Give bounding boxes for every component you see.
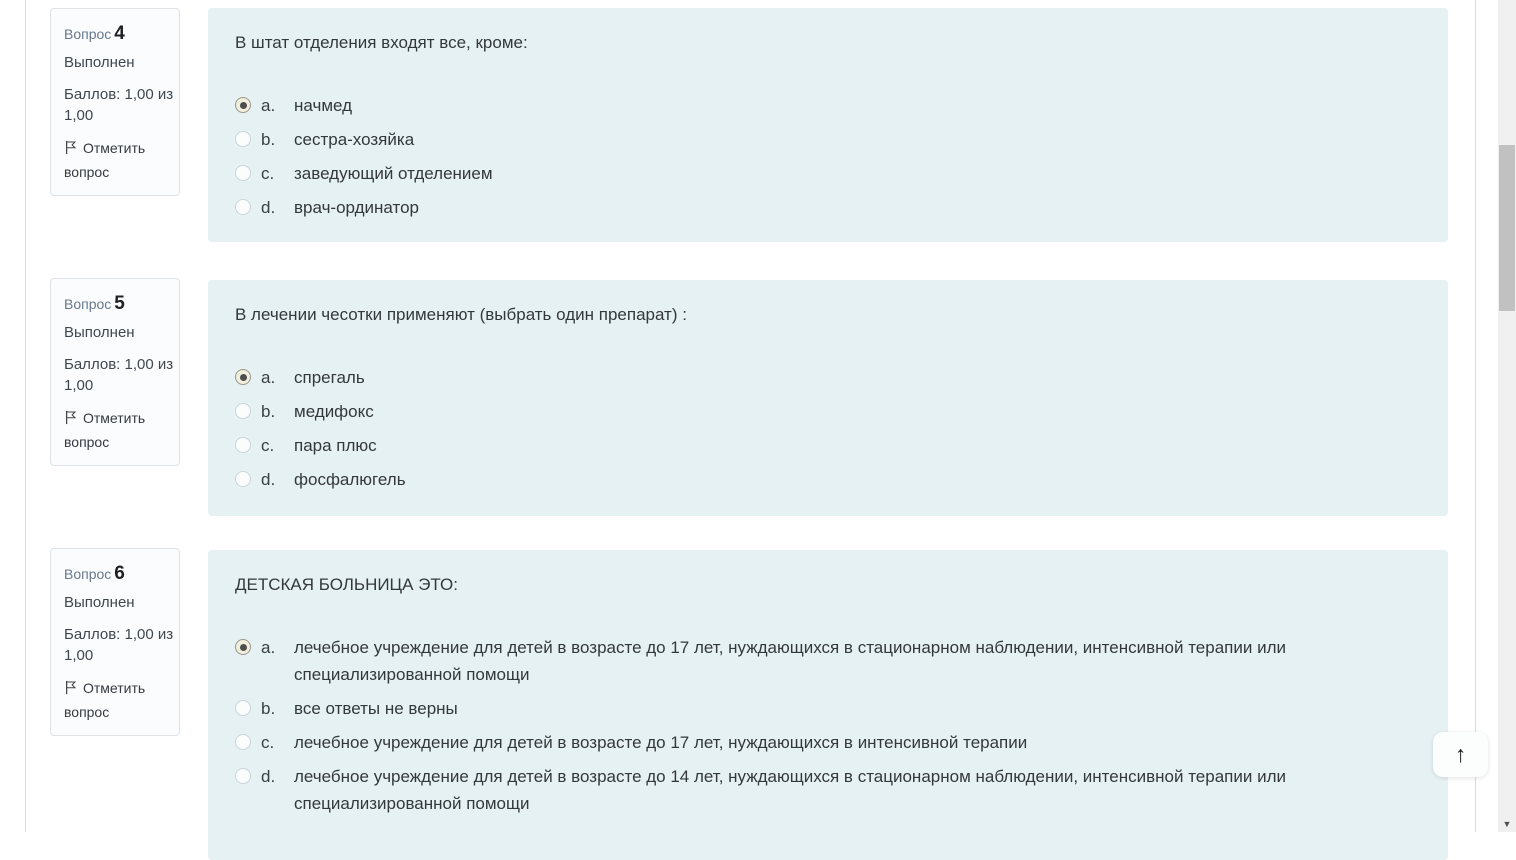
scrollbar-thumb[interactable] — [1499, 145, 1515, 311]
option-letter: a. — [261, 638, 276, 657]
question-number: 6 — [114, 563, 125, 584]
option-letter: a. — [261, 96, 276, 115]
question-label: Вопрос — [64, 296, 112, 312]
answer-option[interactable] — [235, 92, 1421, 119]
radio-button[interactable] — [235, 437, 251, 453]
flag-question-link[interactable] — [64, 407, 176, 453]
flag-label: Отметить вопрос — [64, 410, 146, 450]
scrollbar[interactable] — [1498, 0, 1516, 832]
flag-question-link[interactable] — [64, 677, 176, 723]
answer-option[interactable] — [235, 695, 1421, 722]
question-info-card — [50, 8, 180, 196]
question-status: Выполнен — [64, 54, 135, 71]
question-content-block — [208, 8, 1448, 242]
flag-label: Отметить вопрос — [64, 140, 146, 180]
question-info-card — [50, 278, 180, 466]
answer-option[interactable] — [235, 398, 1421, 425]
option-text[interactable]: медифокс — [294, 402, 374, 421]
option-letter: d. — [261, 767, 276, 786]
radio-button[interactable] — [235, 97, 251, 113]
question-6-region — [0, 548, 1516, 832]
question-grade: Баллов: 1,00 из 1,00 — [64, 86, 174, 124]
radio-button[interactable] — [235, 700, 251, 716]
option-text[interactable]: фосфалюгель — [294, 470, 406, 489]
question-grade: Баллов: 1,00 из 1,00 — [64, 356, 174, 394]
question-header — [64, 23, 171, 45]
answer-option[interactable] — [235, 432, 1421, 459]
question-content-block — [208, 550, 1448, 860]
question-number: 4 — [114, 23, 125, 44]
question-label: Вопрос — [64, 26, 112, 42]
up-arrow-icon: ↑ — [1454, 741, 1467, 767]
option-text[interactable]: заведующий отделением — [294, 164, 493, 183]
answer-option[interactable] — [235, 194, 1421, 221]
answer-option[interactable] — [235, 364, 1421, 391]
question-content-block — [208, 280, 1448, 516]
option-letter: d. — [261, 198, 276, 217]
question-status: Выполнен — [64, 324, 135, 341]
option-letter: a. — [261, 368, 276, 387]
answer-options — [235, 634, 1421, 817]
radio-button[interactable] — [235, 471, 251, 487]
radio-button[interactable] — [235, 768, 251, 784]
option-text[interactable]: все ответы не верны — [294, 699, 458, 718]
flag-icon — [64, 139, 78, 161]
flag-icon — [64, 409, 78, 431]
option-letter: b. — [261, 130, 276, 149]
option-text[interactable]: спрегаль — [294, 368, 365, 387]
radio-button[interactable] — [235, 639, 251, 655]
answer-option[interactable] — [235, 729, 1421, 756]
answer-option[interactable] — [235, 634, 1421, 688]
question-number: 5 — [114, 293, 125, 314]
flag-question-link[interactable] — [64, 137, 176, 183]
question-header — [64, 563, 171, 585]
option-letter: c. — [261, 436, 275, 455]
question-status: Выполнен — [64, 594, 135, 611]
radio-button[interactable] — [235, 131, 251, 147]
question-header — [64, 293, 171, 315]
option-text[interactable]: лечебное учреждение для детей в возрасте до 17 лет, нуждающихся в интенсивной терапии — [294, 733, 1028, 752]
radio-button[interactable] — [235, 165, 251, 181]
back-to-top-button[interactable] — [1433, 732, 1488, 777]
question-info-card — [50, 548, 180, 736]
answer-option[interactable] — [235, 160, 1421, 187]
answer-option[interactable] — [235, 763, 1421, 817]
radio-button[interactable] — [235, 403, 251, 419]
radio-button[interactable] — [235, 199, 251, 215]
radio-button[interactable] — [235, 369, 251, 385]
question-5-region — [0, 278, 1516, 516]
option-letter: b. — [261, 402, 276, 421]
answer-options — [235, 92, 1421, 221]
option-text[interactable]: врач-ординатор — [294, 198, 419, 217]
answer-option[interactable] — [235, 466, 1421, 493]
option-letter: c. — [261, 733, 275, 752]
option-text[interactable]: начмед — [294, 96, 353, 115]
question-text: В штат отделения входят все, кроме: — [235, 33, 528, 52]
flag-icon — [64, 679, 78, 701]
question-grade: Баллов: 1,00 из 1,00 — [64, 626, 174, 664]
option-text[interactable]: сестра-хозяйка — [294, 130, 415, 149]
question-text: В лечении чесотки применяют (выбрать один препарат) : — [235, 305, 687, 324]
answer-options — [235, 364, 1421, 493]
option-letter: b. — [261, 699, 276, 718]
radio-button[interactable] — [235, 734, 251, 750]
option-text[interactable]: лечебное учреждение для детей в возрасте до 17 лет, нуждающихся в стационарном наблюдении, интенсивной терапии или специализированной помощи — [294, 638, 1286, 684]
answer-option[interactable] — [235, 126, 1421, 153]
option-letter: d. — [261, 470, 276, 489]
question-label: Вопрос — [64, 566, 112, 582]
option-text[interactable]: лечебное учреждение для детей в возрасте до 14 лет, нуждающихся в стационарном наблюдении, интенсивной терапии или специализированной помощи — [294, 767, 1286, 813]
question-4-region — [0, 8, 1516, 242]
scrollbar-down-arrow[interactable]: ▼ — [1502, 819, 1512, 829]
question-text: ДЕТСКАЯ БОЛЬНИЦА ЭТО: — [235, 575, 458, 594]
option-text[interactable]: пара плюс — [294, 436, 377, 455]
option-letter: c. — [261, 164, 275, 183]
flag-label: Отметить вопрос — [64, 680, 146, 720]
